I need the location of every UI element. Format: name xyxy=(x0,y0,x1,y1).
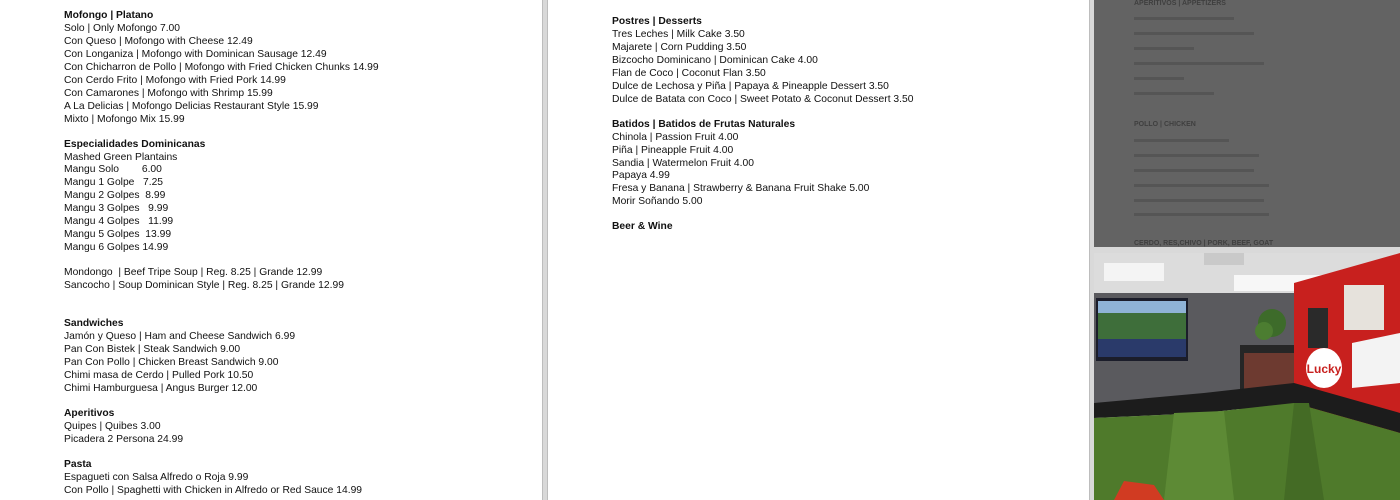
menu-item: Pan Con Bistek | Steak Sandwich 9.00 xyxy=(64,343,241,355)
menu-item: Mixto | Mofongo Mix 15.99 xyxy=(64,113,185,125)
menu-section-beer-wine xyxy=(612,221,913,234)
thumb-text-line xyxy=(1134,199,1264,202)
menu-item: Chimi Hamburguesa | Angus Burger 12.00 xyxy=(64,382,258,394)
menu-page-2 xyxy=(547,0,1090,500)
menu-item: Fresa y Banana | Strawberry & Banana Fruit Shake 5.00 xyxy=(612,183,870,195)
menu-item: Mangu 2 Golpes 8.99 xyxy=(64,190,166,202)
menu-item: Picadera 2 Persona 24.99 xyxy=(64,433,184,445)
menu-page-1 xyxy=(0,0,543,500)
menu-item: Mangu 4 Golpes 11.99 xyxy=(64,216,174,228)
menu-item: Pan Con Pollo | Chicken Breast Sandwich 9.00 xyxy=(64,356,279,368)
section-heading: Postres | Desserts xyxy=(612,16,702,27)
menu-section-desserts xyxy=(612,16,913,107)
section-heading: Especialidades Dominicanas xyxy=(64,138,206,150)
menu-section-batidos xyxy=(612,119,913,210)
menu-thumbnail-image[interactable] xyxy=(1094,0,1400,247)
menu-content-page-1 xyxy=(64,10,379,500)
menu-item: Mangu 5 Golpes 13.99 xyxy=(64,229,172,241)
menu-section-soups xyxy=(64,267,379,293)
section-heading: Mofongo | Platano xyxy=(64,10,154,21)
thumb-text-line xyxy=(1134,62,1264,65)
menu-item: Morir Soñando 5.00 xyxy=(612,196,703,208)
menu-item: Mondongo | Beef Tripe Soup | Reg. 8.25 | Grande 12.99 xyxy=(64,267,323,279)
thumb-text-line xyxy=(1134,17,1234,20)
thumb-text-line xyxy=(1134,213,1269,216)
lucky-sign-text: Lucky xyxy=(1306,362,1342,376)
menu-section-sandwiches xyxy=(64,318,379,396)
menu-item: Sancocho | Soup Dominican Style | Reg. 8.25 | Grande 12.99 xyxy=(64,280,344,292)
menu-item: Con Camarones | Mofongo with Shrimp 15.99 xyxy=(64,87,273,99)
menu-item: Sandia | Watermelon Fruit 4.00 xyxy=(612,157,754,169)
menu-item: Dulce de Batata con Coco | Sweet Potato & Coconut Dessert 3.50 xyxy=(612,93,914,105)
thumb-heading: APERITIVOS | APPETIZERS xyxy=(1134,0,1226,7)
menu-item: Chimi masa de Cerdo | Pulled Pork 10.50 xyxy=(64,369,254,381)
menu-item: Mangu 1 Golpe 7.25 xyxy=(64,177,164,189)
thumb-text-line xyxy=(1134,154,1259,157)
menu-item: Jamón y Queso | Ham and Cheese Sandwich 6.99 xyxy=(64,331,296,343)
section-heading: Aperitivos xyxy=(64,407,115,419)
thumb-text-line xyxy=(1134,169,1254,172)
menu-section-aperitivos xyxy=(64,408,379,447)
menu-item: Con Longaniza | Mofongo with Dominican Sausage 12.49 xyxy=(64,48,327,60)
restaurant-photo[interactable] xyxy=(1094,253,1400,500)
restaurant-photo-drawing xyxy=(1094,253,1400,500)
menu-item: Bizcocho Dominicano | Dominican Cake 4.00 xyxy=(612,54,818,66)
menu-section-especialidades xyxy=(64,139,379,256)
thumb-text-line xyxy=(1134,32,1254,35)
menu-item: Flan de Coco | Coconut Flan 3.50 xyxy=(612,67,766,79)
menu-item: Solo | Only Mofongo 7.00 xyxy=(64,22,181,34)
menu-item: Chinola | Passion Fruit 4.00 xyxy=(612,131,739,143)
thumb-text-line xyxy=(1134,139,1229,142)
menu-item: Con Queso | Mofongo with Cheese 12.49 xyxy=(64,35,253,47)
thumb-text-line xyxy=(1134,92,1214,95)
menu-item: Majarete | Corn Pudding 3.50 xyxy=(612,41,747,53)
menu-item: Con Chicharron de Pollo | Mofongo with Fried Chicken Chunks 14.99 xyxy=(64,61,379,73)
menu-item: Mangu Solo 6.00 xyxy=(64,164,162,176)
section-heading: Beer & Wine xyxy=(612,221,673,233)
thumb-text-line xyxy=(1134,77,1184,80)
menu-section-mofongo xyxy=(64,10,379,127)
menu-content-page-2 xyxy=(612,16,913,246)
menu-item: Quipes | Quibes 3.00 xyxy=(64,420,161,432)
menu-item: A La Delicias | Mofongo Delicias Restaurant Style 15.99 xyxy=(64,100,319,112)
menu-item: Con Cerdo Frito | Mofongo with Fried Pork 14.99 xyxy=(64,74,286,86)
section-heading: Sandwiches xyxy=(64,318,124,330)
menu-section-pasta xyxy=(64,459,379,498)
thumb-text-line xyxy=(1134,184,1269,187)
menu-item: Tres Leches | Milk Cake 3.50 xyxy=(612,28,745,40)
section-heading: Batidos | Batidos de Frutas Naturales xyxy=(612,118,796,130)
menu-item: Papaya 4.99 xyxy=(612,170,670,182)
menu-item: Dulce de Lechosa y Piña | Papaya & Pineapple Dessert 3.50 xyxy=(612,80,889,92)
menu-item: Mangu 6 Golpes 14.99 xyxy=(64,242,169,254)
menu-item: Mashed Green Plantains xyxy=(64,151,178,163)
section-heading: Pasta xyxy=(64,458,92,470)
thumb-heading: POLLO | CHICKEN xyxy=(1134,121,1196,128)
thumb-text-line xyxy=(1134,47,1194,50)
menu-item: Con Pollo | Spaghetti with Chicken in Alfredo or Red Sauce 14.99 xyxy=(64,484,363,496)
menu-item: Piña | Pineapple Fruit 4.00 xyxy=(612,144,734,156)
menu-item: Mangu 3 Golpes 9.99 xyxy=(64,203,169,215)
menu-item: Espagueti con Salsa Alfredo o Roja 9.99 xyxy=(64,471,249,483)
thumb-heading: CERDO, RES,CHIVO | PORK, BEEF, GOAT xyxy=(1134,240,1274,247)
